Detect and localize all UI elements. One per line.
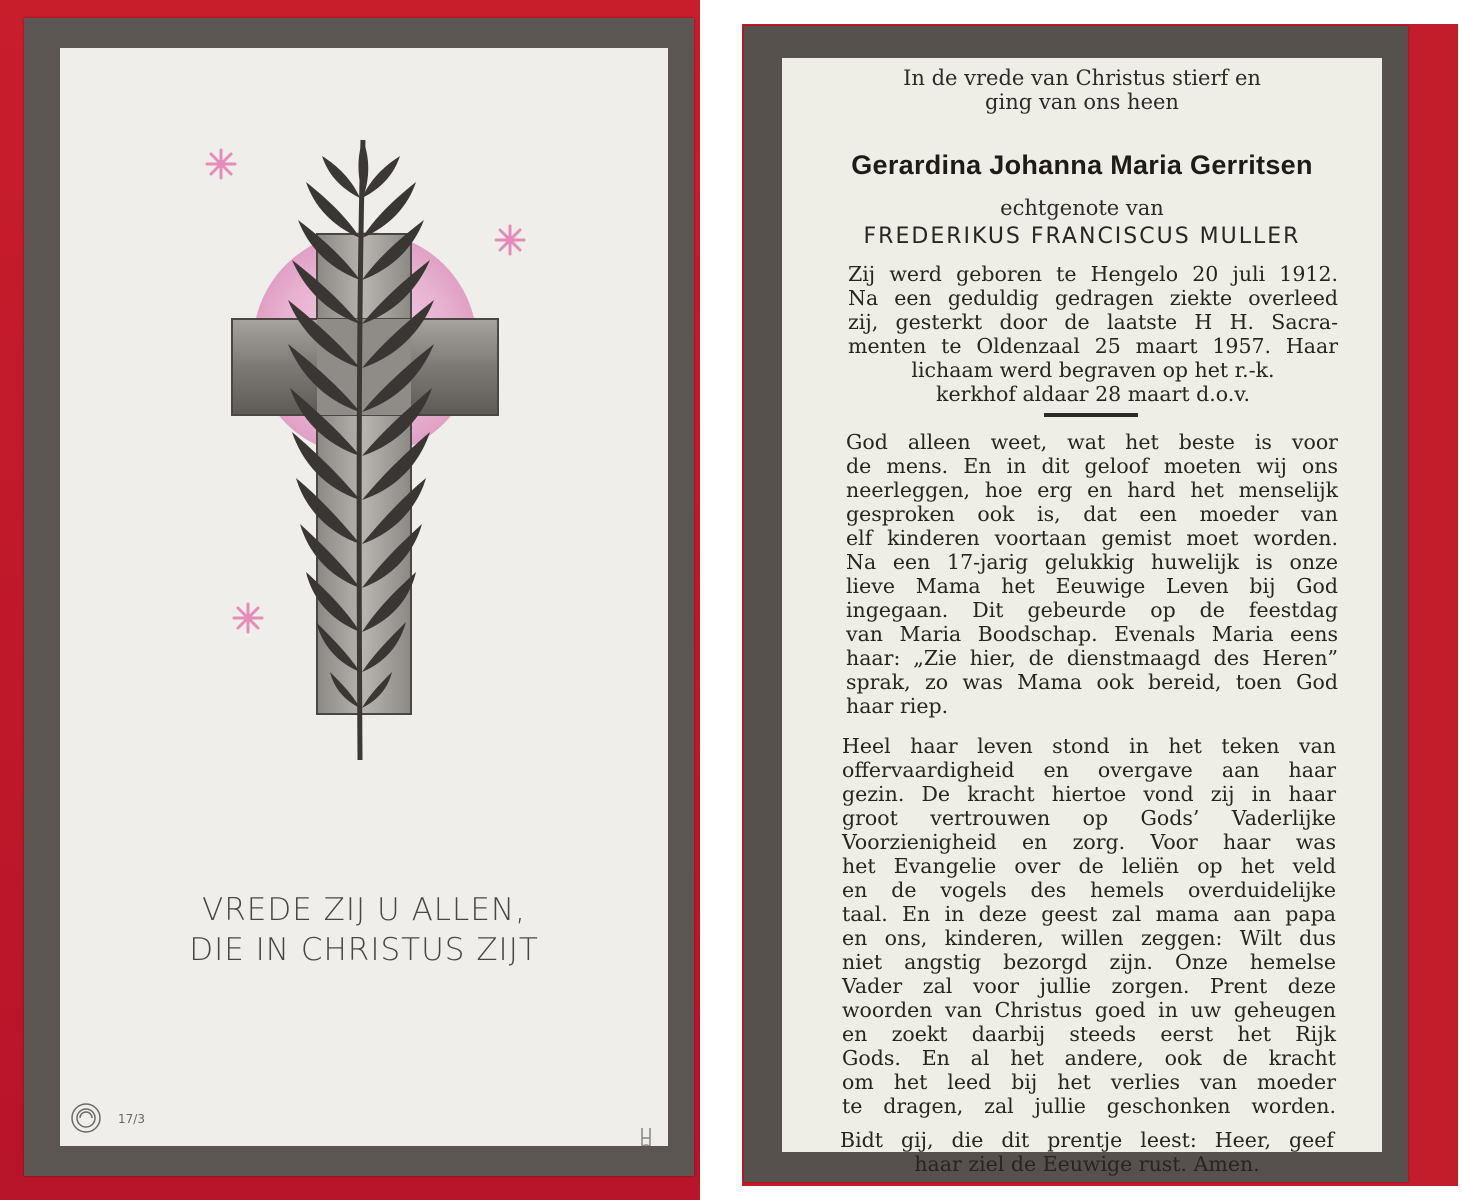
paragraph-line: Voorzienigheid en zorg. Voor haar was — [842, 830, 1336, 854]
paragraph-line: Gods. En al het andere, ook de kracht — [842, 1046, 1336, 1070]
intro-text — [782, 66, 1382, 114]
paragraph-line: te dragen, zal jullie geschonken worden. — [842, 1094, 1336, 1118]
card-front-paper — [60, 48, 668, 1146]
paragraph-line: en ons, kinderen, willen zeggen: Wilt dus — [842, 926, 1336, 950]
paragraph-line: haar riep. — [846, 694, 949, 718]
paragraph-line: van Maria Boodschap. Evenals Maria eens — [846, 622, 1338, 646]
card-back-paper — [782, 58, 1382, 1176]
bio-line: lichaam werd begraven op het r.-k. — [911, 358, 1275, 382]
printer-logo-icon — [72, 1104, 100, 1132]
bio-line: Na een geduldig gedragen ziekte overleed — [848, 286, 1338, 310]
paragraph-line: gesproken ook is, dat een moeder van — [846, 502, 1338, 526]
spouse-intro: echtgenote van — [1000, 196, 1164, 220]
paragraph-line: en zoekt daarbij steeds eerst het Rijk — [842, 1022, 1336, 1046]
spouse-name: FREDERIKUS FRANCISCUS MULLER — [863, 224, 1301, 249]
bio-line: Zij werd geboren te Hengelo 20 juli 1912. — [848, 262, 1338, 286]
memorial-card-back — [744, 26, 1408, 1182]
paragraph-line: lieve Mama het Eeuwige Leven bij God — [846, 574, 1338, 598]
motto-line-1: VREDE ZIJ U ALLEN, — [202, 892, 526, 928]
paragraph-line: neerleggen, hoe erg en hard het menselijk — [846, 478, 1338, 502]
motto-line-2: DIE IN CHRISTUS ZIJT — [189, 932, 539, 968]
paragraph-line: offervaardigheid en overgave aan haar — [842, 758, 1336, 782]
paragraph-line: niet angstig bezorgd zijn. Onze hemelse — [842, 950, 1336, 974]
paragraph-line: Vader zal voor jullie zorgen. Prent deze — [842, 974, 1336, 998]
divider-rule — [1044, 413, 1138, 417]
memorial-card-front — [24, 18, 694, 1176]
bio-line: menten te Oldenzaal 25 maart 1957. Haar — [848, 334, 1338, 358]
paragraph-line: God alleen weet, wat het beste is voor — [846, 430, 1338, 454]
intro-line-1: In de vrede van Christus stierf en — [903, 66, 1261, 90]
paragraph-line: om het leed bij het verlies van moeder — [842, 1070, 1336, 1094]
biography — [848, 262, 1338, 406]
paragraph-line: woorden van Christus goed in uw geheugen — [842, 998, 1336, 1022]
paragraph-line: ingegaan. Dit gebeurde op de feestdag — [846, 598, 1338, 622]
publisher-mark-icon — [641, 1128, 651, 1146]
printer-code: 17/3 — [118, 1112, 145, 1126]
cross-artwork — [60, 48, 668, 1146]
paragraph-line: haar: „Zie hier, de dienstmaagd des Heren” — [846, 646, 1338, 670]
paragraph-line: groot vertrouwen op Gods’ Vaderlijke — [842, 806, 1336, 830]
bio-line: kerkhof aldaar 28 maart d.o.v. — [936, 382, 1250, 406]
paragraph-line: Heel haar leven stond in het teken van — [842, 734, 1336, 758]
paragraph-line: de mens. En in dit geloof moeten wij ons — [846, 454, 1338, 478]
prayer — [840, 1128, 1334, 1176]
paragraph-line: het Evangelie over de leliën op het veld — [842, 854, 1336, 878]
paragraph-line: taal. En in deze geest zal mama aan papa — [842, 902, 1336, 926]
paragraph-line: sprak, zo was Mama ook bereid, toen God — [846, 670, 1338, 694]
prayer-line: haar ziel de Eeuwige rust. Amen. — [914, 1152, 1260, 1176]
bio-line: zij, gesterkt door de laatste H H. Sacra- — [848, 310, 1338, 334]
paragraph-line: elf kinderen voortaan gemist moet worden. — [846, 526, 1338, 550]
paragraph-2 — [842, 734, 1336, 1118]
paragraph-line: en de vogels des hemels overduidelijke — [842, 878, 1336, 902]
intro-line-2: ging van ons heen — [985, 90, 1179, 114]
paragraph-1 — [846, 430, 1338, 718]
paragraph-line: Na een 17-jarig gelukkig huwelijk is onze — [846, 550, 1338, 574]
paragraph-line: gezin. De kracht hiertoe vond zij in haar — [842, 782, 1336, 806]
prayer-line: Bidt gij, die dit prentje leest: Heer, geef — [840, 1128, 1334, 1152]
deceased-name: Gerardina Johanna Maria Gerritsen — [851, 150, 1313, 180]
